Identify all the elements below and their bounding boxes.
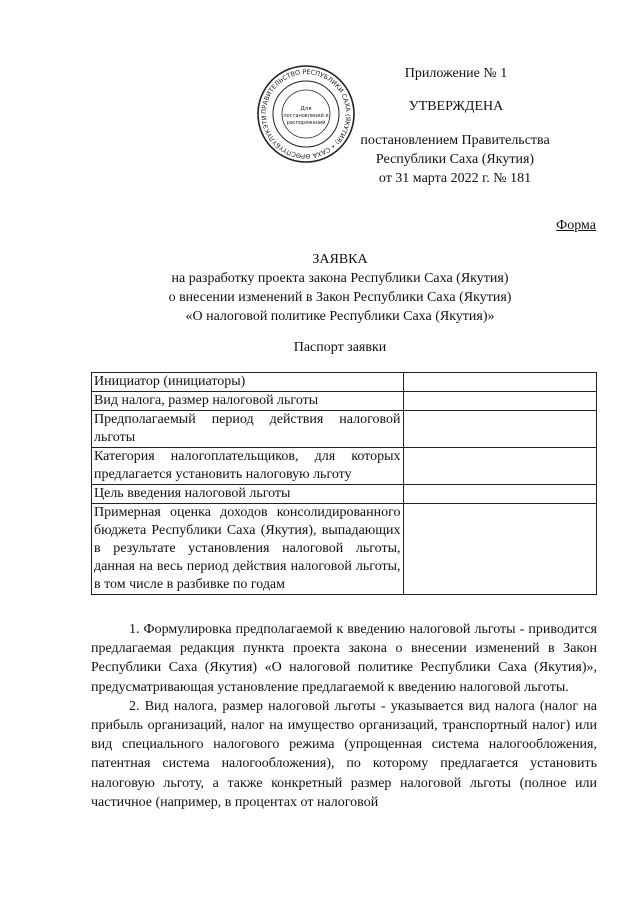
seal-center-line3: распоряжений: [286, 120, 326, 126]
seal-center-line2: постановлений и: [283, 113, 329, 119]
table-row: [92, 411, 597, 448]
paragraph-1: 1. Формулировка предполагаемой к введению налоговой льготы - приводится предлагаемая редакция пункта проекта закона о внесении изменений в Закон Республики Саха (Якутия) «О налоговой политике Республики Саха (Якутия)», предусматривающая установление предлагаемой к введению налоговой льготы.: [91, 622, 597, 695]
appendix-label: Приложение № 1: [404, 66, 508, 81]
table-row: [92, 504, 597, 595]
title-line-3: о внесении изменений в Закон Республики Саха (Якутия): [168, 290, 512, 305]
table-cell-value: [403, 373, 596, 392]
table-cell-label: Вид налога, размер налоговой льготы: [92, 392, 404, 411]
explanatory-text: [91, 620, 597, 812]
table-cell-value: [403, 504, 596, 595]
table-cell-value: [403, 448, 596, 485]
form-label: Форма: [556, 218, 596, 233]
title-line-1: ЗАЯВКА: [312, 252, 368, 267]
approved-label: УТВЕРЖДЕНА: [408, 99, 504, 114]
document-title: [90, 250, 590, 326]
table-cell-value: [403, 411, 596, 448]
table-row: [92, 485, 597, 504]
paragraph-2: 2. Вид налога, размер налоговой льготы - указывается вид налога (налог на прибыль организаций, налог на имущество организаций, транспортный налог) или вид специального налогового режима (упрощенная система налогообложения, патентная система налогообложения), по которому предлагается установить налоговую льготу, а также конкретный размер налоговой льготы (полное или частичное (например, в процентах от налоговой: [91, 698, 597, 810]
passport-table: [91, 372, 597, 595]
title-line-2: на разработку проекта закона Республики Саха (Якутия): [171, 271, 509, 286]
title-line-4: «О налоговой политике Республики Саха (Якутия)»: [185, 309, 495, 324]
table-row: [92, 373, 597, 392]
decree-line-3: от 31 марта 2022 г. № 181: [378, 171, 532, 186]
table-cell-value: [403, 485, 596, 504]
seal-ring-text: ПРАВИТЕЛЬСТВО РЕСПУБЛИКИ САХА (ЯКУТИЯ) • САХА ӨРӨСПҮҮБҮЛҮКЭТИ: [259, 67, 353, 161]
table-cell-value: [403, 392, 596, 411]
decree-line-2: Республики Саха (Якутия): [375, 152, 535, 167]
seal-center-line1: Для: [300, 106, 312, 112]
table-cell-label: Категория налогоплательщиков, для которых предлагается установить налоговую льготу: [92, 448, 404, 485]
table-cell-label: Предполагаемый период действия налоговой льготы: [92, 411, 404, 448]
table-cell-label: Примерная оценка доходов консолидированного бюджета Республики Саха (Якутия), выпадающих в результате установления налоговой льготы, данная на весь период действия налоговой льготы, в том числе в разбивке по годам: [92, 504, 404, 595]
passport-title: Паспорт заявки: [293, 340, 387, 355]
table-row: [92, 392, 597, 411]
decree-line-1: постановлением Правительства: [360, 133, 550, 148]
table-cell-label: Цель введения налоговой льготы: [92, 485, 404, 504]
table-row: [92, 448, 597, 485]
table-cell-label: Инициатор (инициаторы): [92, 373, 404, 392]
